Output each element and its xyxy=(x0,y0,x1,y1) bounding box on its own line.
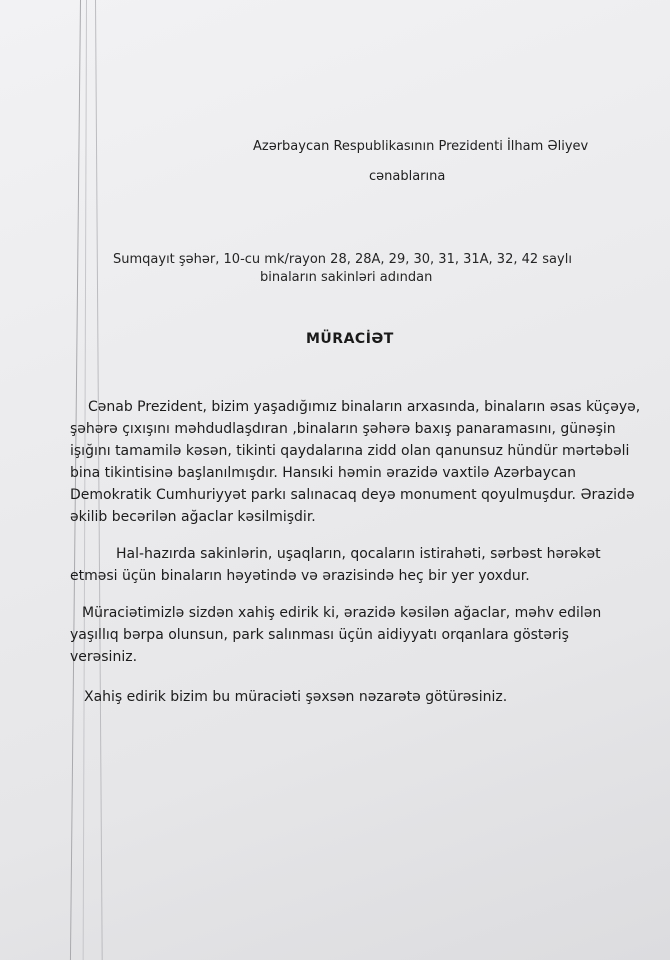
sender-line: Sumqayıt şəhər, 10-cu mk/rayon 28, 28A, 29, 30, 31, 31A, 32, 42 saylı xyxy=(113,252,572,267)
addressee-suffix: cənablarına xyxy=(369,169,446,184)
paragraph-line: yaşıllıq bərpa olunsun, park salınması üçün aidiyyatı orqanlara göstəriş xyxy=(70,627,569,643)
paragraph-2 xyxy=(70,543,630,587)
paragraph-3 xyxy=(70,602,630,668)
paragraph-line: verəsiniz. xyxy=(70,649,138,665)
paragraph-1 xyxy=(70,396,641,528)
sender-line-2: binaların sakinləri adından xyxy=(260,270,433,285)
paragraph-line: şəhərə çıxışını məhdudlaşdıran ,binaların şəhərə baxış panaramasını, günəşin xyxy=(70,421,616,437)
paragraph-line: etməsi üçün binaların həyətində və ərazisində heç bir yer yoxdur. xyxy=(70,568,530,584)
paragraph-line: Xahiş edirik bizim bu müraciəti şəxsən nəzarətə götürəsiniz. xyxy=(84,689,508,705)
paragraph-line: işığını tamamilə kəsən, tikinti qaydalarına zidd olan qanunsuz hündür mərtəbəli xyxy=(70,443,630,459)
paragraph-line: bina tikintisinə başlanılmışdır. Hansıki həmin ərazidə vaxtilə Azərbaycan xyxy=(70,465,577,481)
paragraph-line: əkilib becərilən ağaclar kəsilmişdir. xyxy=(70,509,316,525)
paragraph-4 xyxy=(70,686,630,708)
document-title: MÜRACİƏT xyxy=(306,331,394,347)
paragraph-line: Demokratik Cumhuriyyət parkı salınacaq deyə monument qoyulmuşdur. Ərazidə xyxy=(70,487,635,503)
paragraph-line: Cənab Prezident, bizim yaşadığımız binaların arxasında, binaların əsas küçəyə, xyxy=(88,399,641,415)
paragraph-line: Hal-hazırda sakinlərin, uşaqların, qocaların istirahəti, sərbəst hərəkət xyxy=(116,546,601,562)
paragraph-line: Müraciətimizlə sizdən xahiş edirik ki, ərazidə kəsilən ağaclar, məhv edilən xyxy=(82,605,602,621)
addressee-line: Azərbaycan Respublikasının Prezidenti İlham Əliyev xyxy=(253,139,589,154)
